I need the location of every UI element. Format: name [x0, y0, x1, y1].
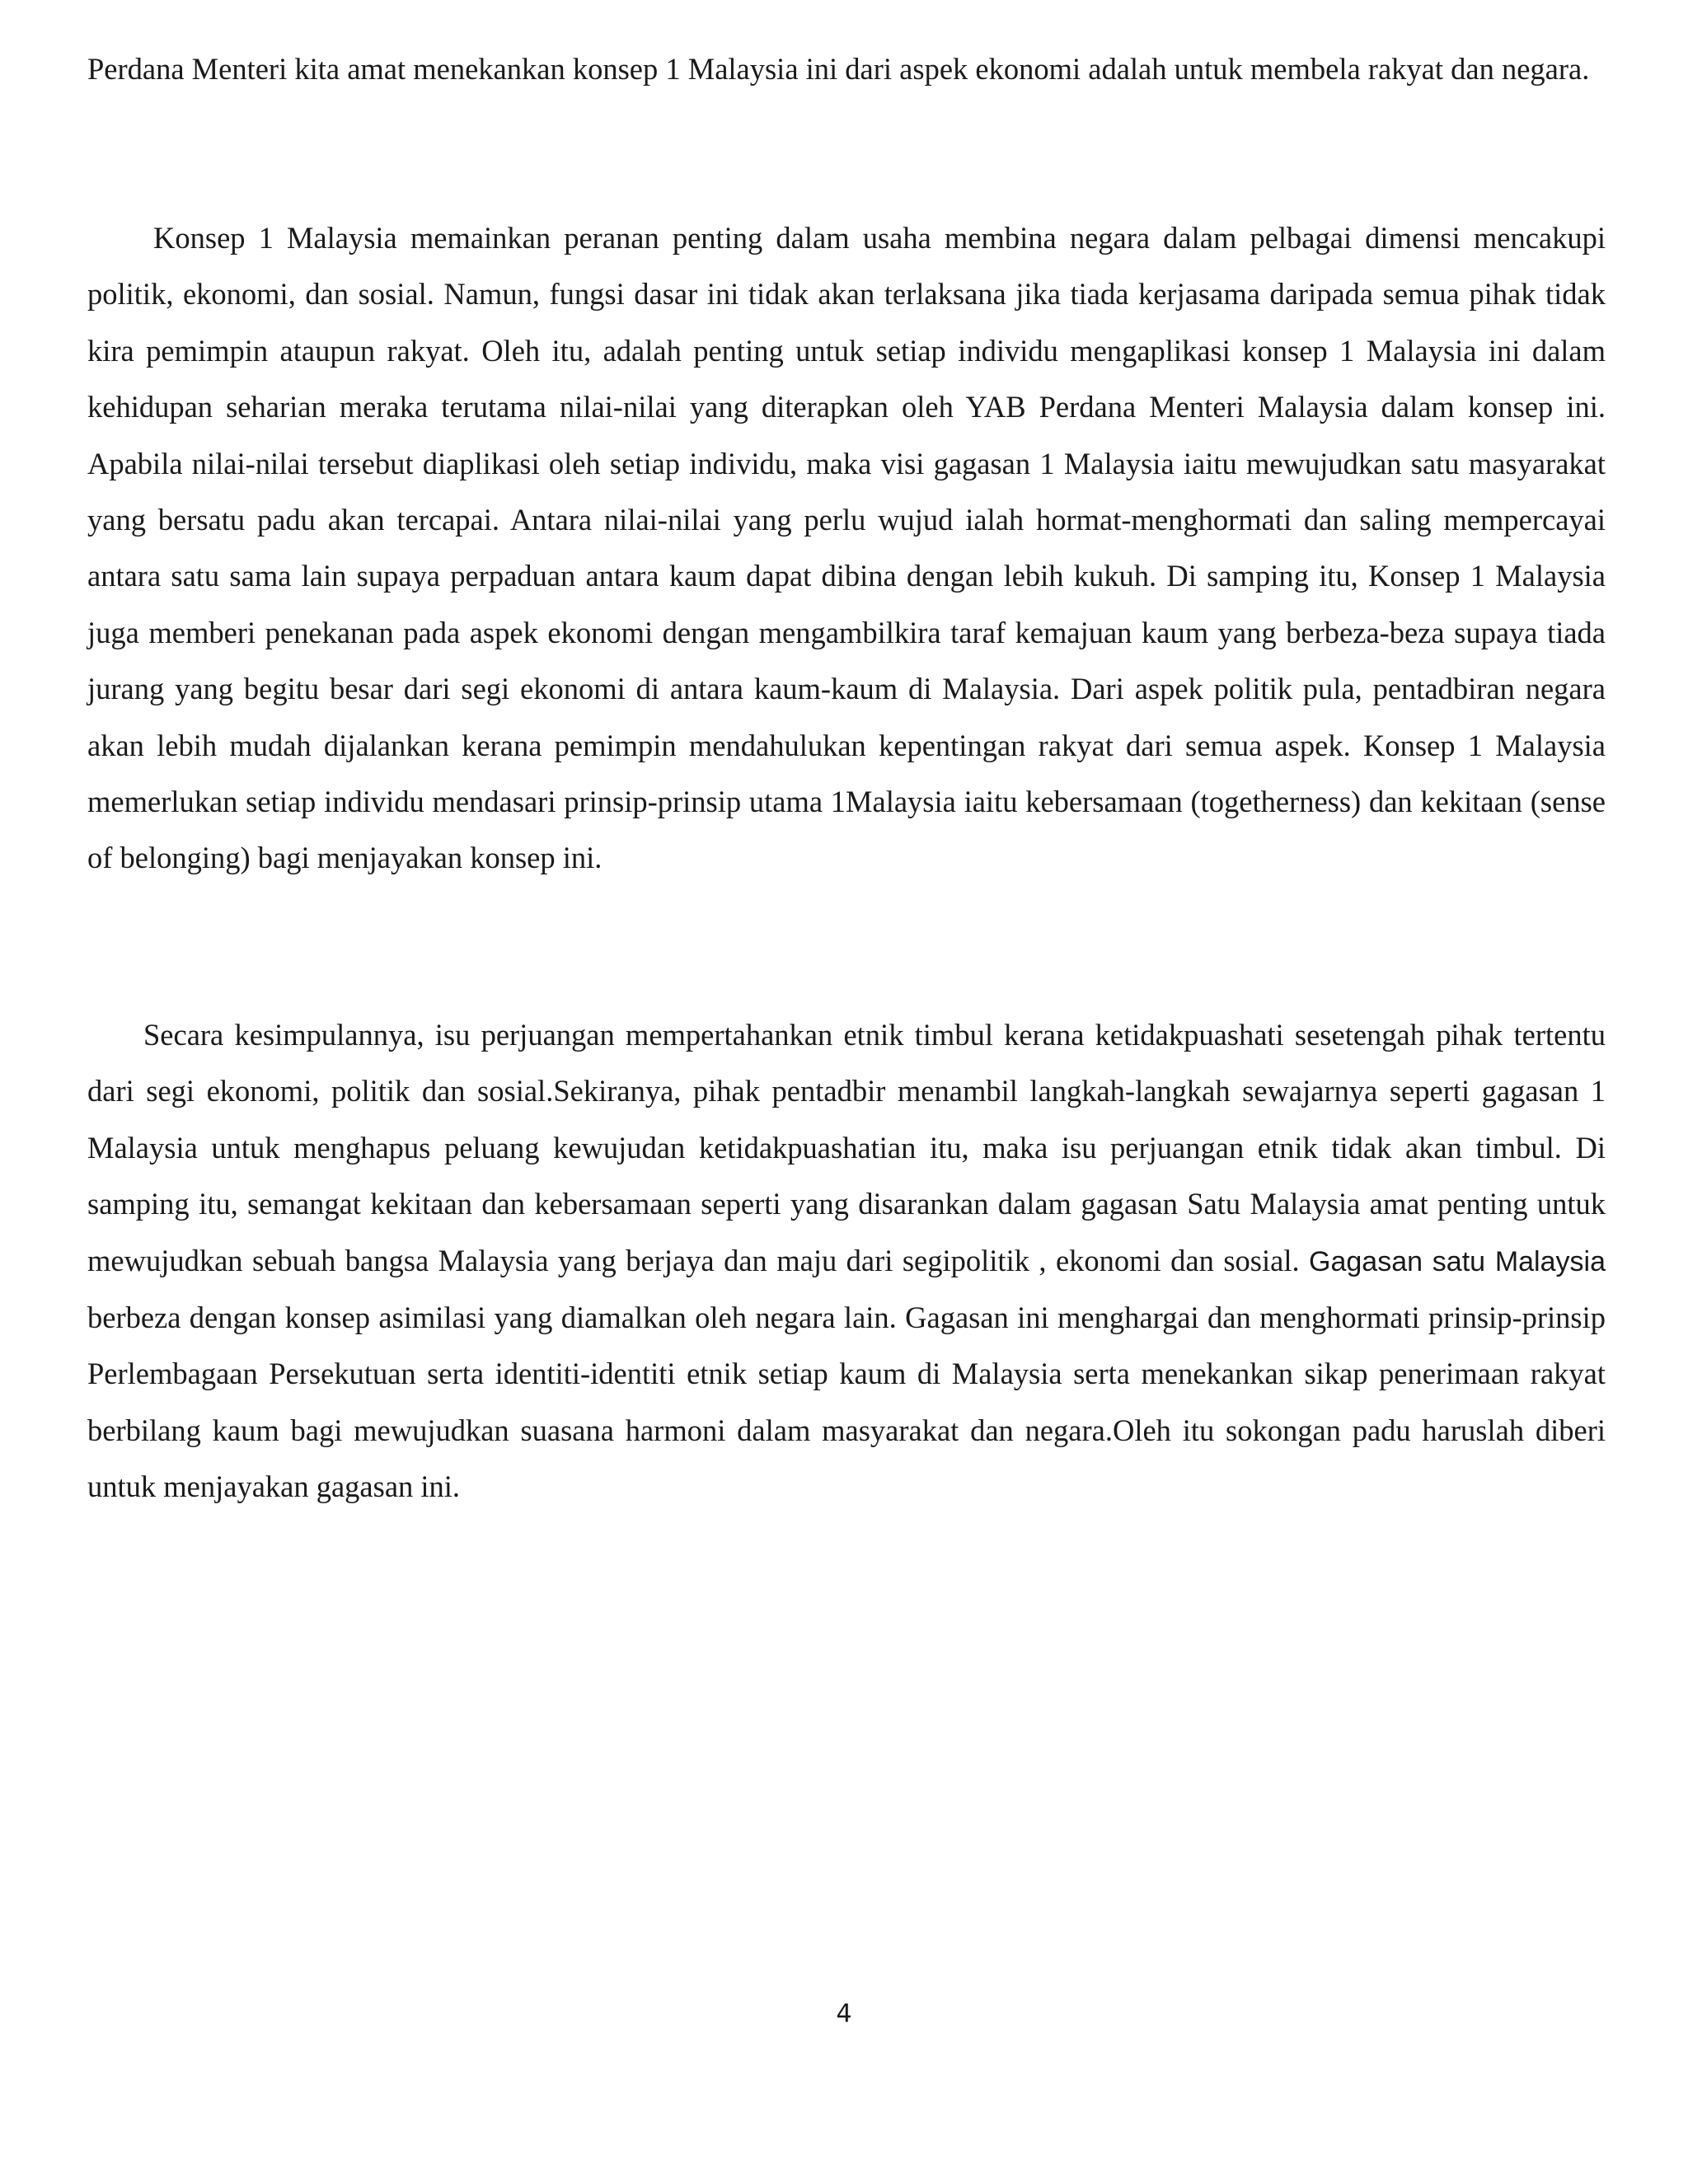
paragraph-3 [87, 1007, 1606, 1516]
paragraph-3-sans-phrase: Gagasan satu Malaysia [1309, 1245, 1606, 1277]
paragraph-3-text-start: Secara kesimpulannya, isu perjuangan mempertahankan etnik timbul kerana ketidakpuashati sesetengah pihak tertentu dari segi ekonomi, politik dan sosial.Sekiranya, pihak pentadbir menambil langkah-langkah sewajarnya seperti gagasan 1 Malaysia untuk menghapus peluang kewujudan ketidakpuashatian itu, maka isu perjuangan etnik tidak akan timbul. Di samping itu, semangat kekitaan dan kebersamaan seperti yang disarankan dalam gagasan Satu Malaysia amat penting untuk mewujudkan sebuah bangsa Malaysia yang berjaya dan maju dari segipolitik , ekonomi dan sosial. [87, 1018, 1606, 1277]
paragraph-2: Konsep 1 Malaysia memainkan peranan penting dalam usaha membina negara dalam pelbagai dimensi mencakupi politik, ekonomi, dan sosial. Namun, fungsi dasar ini tidak akan terlaksana jika tiada kerjasama daripada semua pihak tidak kira pemimpin ataupun rakyat. Oleh itu, adalah penting untuk setiap individu mengaplikasi konsep 1 Malaysia ini dalam kehidupan seharian meraka terutama nilai-nilai yang diterapkan oleh YAB Perdana Menteri Malaysia dalam konsep ini. Apabila nilai-nilai tersebut diaplikasi oleh setiap individu, maka visi gagasan 1 Malaysia iaitu mewujudkan satu masyarakat yang bersatu padu akan tercapai. Antara nilai-nilai yang perlu wujud ialah hormat-menghormati dan saling mempercayai antara satu sama lain supaya perpaduan antara kaum dapat dibina dengan lebih kukuh. Di samping itu, Konsep 1 Malaysia juga memberi penekanan pada aspek ekonomi dengan mengambilkira taraf kemajuan kaum yang berbeza-beza supaya tiada jurang yang begitu besar dari segi ekonomi di antara kaum-kaum di Malaysia. Dari aspek politik pula, pentadbiran negara akan lebih mudah dijalankan kerana pemimpin mendahulukan kepentingan rakyat dari semua aspek. Konsep 1 Malaysia memerlukan setiap individu mendasari prinsip-prinsip utama 1Malaysia iaitu kebersamaan (togetherness) dan kekitaan (sense of belonging) bagi menjayakan konsep ini. [87, 221, 1606, 875]
page-number: 4 [836, 1999, 852, 2028]
paragraph-3-text-end: berbeza dengan konsep asimilasi yang diamalkan oleh negara lain. Gagasan ini menghargai dan menghormati prinsip-prinsip Perlembagaan Persekutuan serta identiti-identiti etnik setiap kaum di Malaysia serta menekankan sikap penerimaan rakyat berbilang kaum bagi mewujudkan suasana harmoni dalam masyarakat dan negara.Oleh itu sokongan padu haruslah diberi untuk menjayakan gagasan ini. [87, 1301, 1606, 1504]
paragraph-1: Perdana Menteri kita amat menekankan konsep 1 Malaysia ini dari aspek ekonomi adalah untuk membela rakyat dan negara. [87, 52, 1590, 86]
